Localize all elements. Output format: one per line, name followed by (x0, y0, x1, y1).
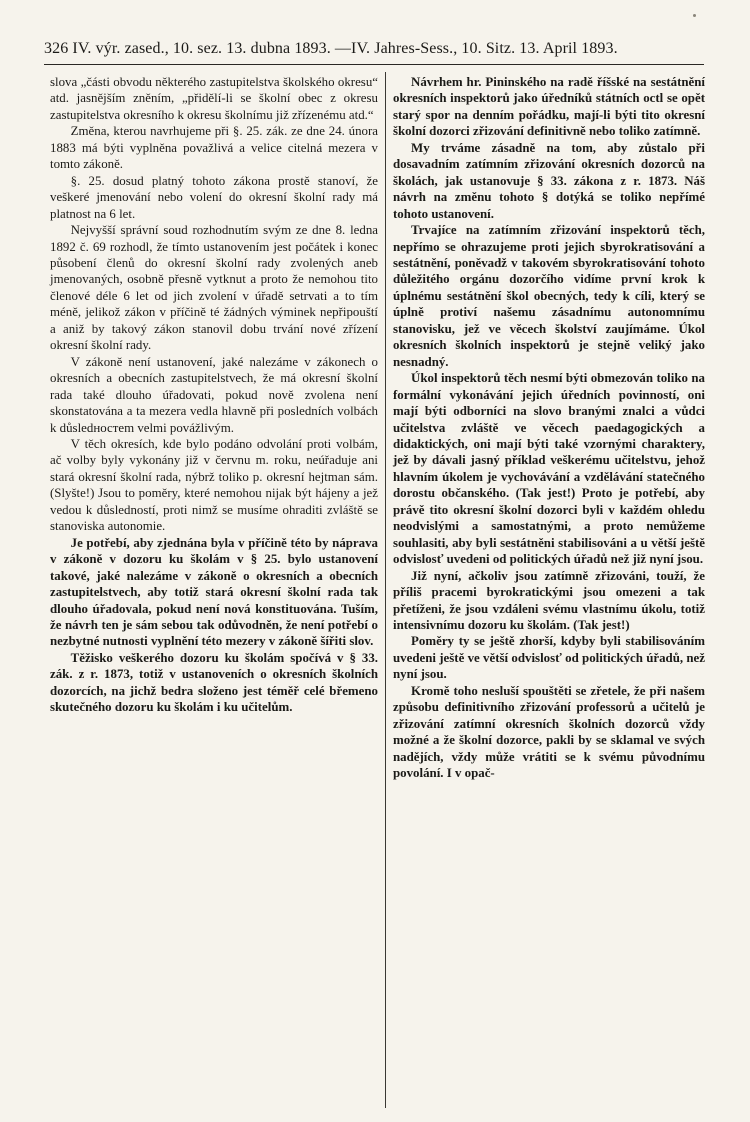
running-header-text: 326 IV. výr. zased., 10. sez. 13. dubna 1893. —IV. Jahres-Sess., 10. Sitz. 13. April 1893. (44, 40, 618, 57)
print-speck (693, 14, 696, 17)
left-paragraph-1: slova „části obvodu některého zastupitelstva školského okresu“ atd. jasnějším zněním, „přidělí-li se školní obec z okresu zastupitelstva okresního k okresu školnímu již zřízenému atd.“ (50, 75, 378, 122)
left-column (50, 74, 378, 716)
right-paragraph-1: Návrhem hr. Pininského na radě říšské na sestátnění okresních inspektorů jako úředníků státních octl se opět starý spor na denním pořádku, mají-li býti tito okresní školní dozorci zřizování definitivně nebo toliko zatímně. (393, 75, 705, 139)
left-paragraph-7: Je potřebí, aby zjednána byla v příčině této by náprava v zákoně v dozoru ku školám v § 25. bylo ustanovení takové, jaké nalezáme v zákoně o okresních a obecních zastupitelstvech, aby totiž stará okresní školní rada tak dlouho úřadovala, pokud není nová konstituována. Tuším, že návrh ten je sám sebou tak odůvodněn, že není potřebí o nezbytné nutnosti vyplnění této mezery v zákoně šířiti slov. (50, 535, 378, 649)
left-paragraph-4: Nejvyšší správní soud rozhodnutím svým ze dne 8. ledna 1892 č. 69 rozhodl, že tímto ustanovením jest počátek i konec působení členů do okresní školní rady zvolených aneb jmenovaných, osobně přesně vytknut a proto že nemohou tito členové déle 6 let od jich zvolení v úřadě setrvati a to tím méně, jelikož zákon v příčině té žádných výminek nepřipouští a aniž by takový zákon stanovil dobu trvání nové zřízení okresní školní rady. (50, 223, 378, 353)
right-paragraph-5: Již nyní, ačkoliv jsou zatímně zřizováni, touží, že příliš pracemi byrokratickými jsou omezeni a tak přetíženi, že jsou vzdáleni svému vlastnímu úkolu, totiž intensivnímu dozoru ku školám. (Tak jest!) (393, 568, 705, 632)
right-paragraph-7: Kromě toho nesluší spouštěti se zřetele, že při našem způsobu definitivního zřizování professorů a učitelů je zřizování zatímní okresních školních dozorců vždy možné a že školní dozorce, pakli by se sklamal ve svých nadějích, vždy může vrátiti se k svému původnímu povolání. I v opač- (393, 683, 705, 781)
right-paragraph-6: Poměry ty se ještě zhorší, kdyby byli stabilisováním uvedeni ještě ve větší odvislosť od politických úřadů, než nyní jsou. (393, 634, 705, 682)
left-paragraph-3: §. 25. dosud platný tohoto zákona prostě stanoví, že veškeré jmenování nebo volení do okresní školní rady má platnost na 6 let. (50, 173, 378, 221)
right-paragraph-3: Trvajíce na zatímním zřizování inspektorů těch, nepřímo se ohrazujeme proti jejich sbyrokratisování a sestátnění, poněvadž v takovém sbyrokratisování tohoto důležitého orgánu dozorčího vidíme první krok k úplnému sestátnění škol obecných, tedy k cíli, který se úplně protiví našemu zásadnímu autonomnímu stanovisku, jež ve věcech školství zaujímáme. Úkol okresních školních inspektorů je stejně veliký jako nesnadný. (393, 223, 705, 369)
header-rule (44, 64, 704, 65)
right-column (393, 74, 705, 781)
running-header (44, 38, 704, 60)
left-paragraph-2: Změna, kterou navrhujeme při §. 25. zák. ze dne 24. února 1883 má býti vyplněna považlivá a velice citelná mezera v tomto zákoně. (50, 124, 378, 172)
left-paragraph-8: Těžisko veškerého dozoru ku školám spočívá v § 33. zák. z r. 1873, totiž v ustanoveních o okresních školních dozorcích, na jichž bedra složeno jest téměř celé břemeno skutečného dozoru ku školám i ku učitelům. (50, 650, 378, 715)
right-paragraph-2: My trváme zásadně na tom, aby zůstalo při dosavadním zatímním zřizování okresních dozorců na školách, jak ustanovuje § 33. zákona z r. 1873. Náš návrh na změnu tohoto § dotýká se toliko nepřímé tohoto ustanovení. (393, 140, 705, 221)
column-divider (385, 72, 386, 1108)
right-paragraph-4: Úkol inspektorů těch nesmí býti obmezován toliko na formální vykonávání jejich úředních povinností, oni mají býti odborníci na slovo branými znalci a vůdci učitelstva zvláště ve věcech paedagogických a didaktických, oni mají býti také vzornými charaktery, jež by dávali jasný příklad veškerému učitelstvu, jehož hlavním úkolem je vychovávání a vzdělávání statečného dorostu občanského. (Tak jest!) Proto je potřebí, aby právě tito okresní školní dozorci byli v každém ohledu neodvislými a samostatnými, a proto nemůžeme souhlasiti, aby byli sestátněni stabilisováni a u větší ještě odvislosť uvedeni od politických úřadů než již nyní jsou. (393, 371, 705, 567)
left-paragraph-5: V zákoně není ustanovení, jaké nalezáme v zákonech o okresních a obecních zastupitelstvech, že má okresní školní rada také dlouho úřadovati, pokud nově zvolena není skonstatována a ta mezera vedla hlavně při posledních volbách k důsledностem velmi povážlivým. (50, 354, 378, 435)
left-paragraph-6: V těch okresích, kde bylo podáno odvolání proti volbám, ač volby byly vykonány již v červnu m. roku, neúřaduje ani stará okresní školní rada, nýbrž toliko p. okresní hejtman sám. (Slyšte!) Jsou to poměry, které nemohou nijak být hájeny a jež vedou k důsledností, proti nimž se musíme ohraditi zvláště se stanoviska autonomie. (50, 436, 378, 534)
